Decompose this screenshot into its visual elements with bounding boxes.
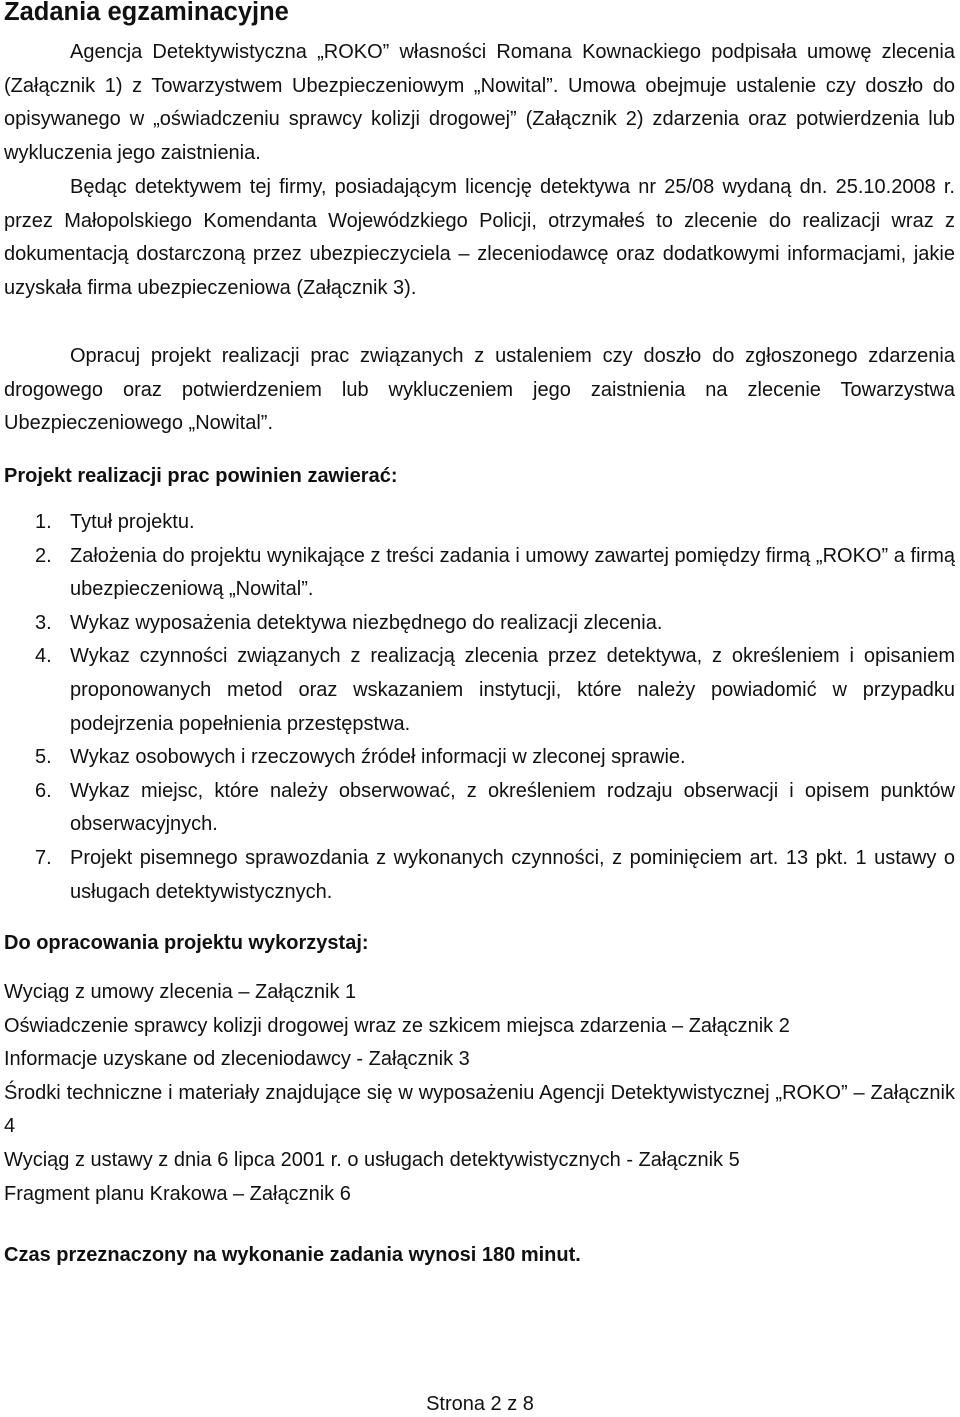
page-title: Zadania egzaminacyjne [4, 0, 289, 26]
list-item-text: Wykaz miejsc, które należy obserwować, z określeniem rodzaju obserwacji i opisem punktów obserwacyjnych. [70, 779, 955, 836]
paragraph-contract: Agencja Detektywistyczna „ROKO” własności Romana Kownackiego podpisała umowę zlecenia (Załącznik 1) z Towarzystwem Ubezpieczeniowym „Nowital”. Umowa obejmuje ustalenie czy doszło do opisywanego w „oświadczeniu sprawcy kolizji drogowej” (Załącznik 2) zdarzenia oraz potwierdzenia lub wykluczenia jego zaistnienia. [4, 41, 955, 164]
list-item-text: Założenia do projektu wynikające z treści zadania i umowy zawartej pomiędzy firmą „ROKO” a firmą ubezpieczeniową „Nowital”. [70, 544, 955, 601]
materials-item: Informacje uzyskane od zleceniodawcy - Załącznik 3 [4, 1048, 470, 1071]
list-item-text: Projekt pisemnego sprawozdania z wykonanych czynności, z pominięciem art. 13 pkt. 1 ustawy o usługach detektywistycznych. [70, 846, 955, 903]
materials-heading: Do opracowania projektu wykorzystaj: [4, 932, 369, 954]
materials-item: Wyciąg z ustawy z dnia 6 lipca 2001 r. o usługach detektywistycznych - Załącznik 5 [4, 1148, 740, 1171]
list-item [4, 741, 955, 775]
materials-item: Środki techniczne i materiały znajdujące się w wyposażeniu Agencji Detektywistycznej „ROKO” – Załącznik 4 [4, 1081, 955, 1138]
list-item-number: 3. [35, 611, 52, 634]
project-heading: Projekt realizacji prac powinien zawierać: [4, 465, 398, 487]
list-item-text: Wykaz czynności związanych z realizacją zlecenia przez detektywa, z określeniem i opisaniem proponowanych metod oraz wskazaniem instytucji, które należy powiadomić w przypadku podejrzenia popełnienia przestępstwa. [70, 645, 955, 735]
paragraph-task: Opracuj projekt realizacji prac związanych z ustaleniem czy doszło do zgłoszonego zdarzenia drogowego oraz potwierdzeniem lub wykluczeniem jego zaistnienia na zlecenie Towarzystwa Ubezpieczeniowego „Nowital”. [4, 345, 955, 435]
time-note: Czas przeznaczony na wykonanie zadania wynosi 180 minut. [4, 1244, 581, 1266]
list-item [4, 540, 955, 607]
list-item-number: 5. [35, 746, 52, 769]
list-item [4, 607, 955, 641]
list-item [4, 640, 955, 741]
materials-item: Oświadczenie sprawcy kolizji drogowej wraz ze szkicem miejsca zdarzenia – Załącznik 2 [4, 1014, 790, 1037]
list-item-number: 7. [35, 846, 52, 869]
list-item-text: Tytuł projektu. [70, 511, 195, 533]
paragraph-detective: Będąc detektywem tej firmy, posiadającym licencję detektywa nr 25/08 wydaną dn. 25.10.2008 r. przez Małopolskiego Komendanta Wojewódzkiego Policji, otrzymałeś to zlecenie do realizacji wraz z dokumentacją dostarczoną przez ubezpieczyciela – zleceniodawcę oraz dodatkowymi informacjami, jakie uzyskała firma ubezpieczeniowa (Załącznik 3). [4, 176, 955, 299]
list-item-number: 2. [35, 544, 52, 567]
list-item [4, 506, 955, 540]
list-item-number: 6. [35, 779, 52, 802]
project-items-list [4, 506, 955, 909]
list-item [4, 775, 955, 842]
list-item-number: 4. [35, 645, 52, 668]
list-item-text: Wykaz osobowych i rzeczowych źródeł informacji w zleconej sprawie. [70, 746, 686, 769]
materials-item: Fragment planu Krakowa – Załącznik 6 [4, 1182, 351, 1205]
page-number-footer: Strona 2 z 8 [426, 1393, 534, 1415]
materials-item: Wyciąg z umowy zlecenia – Załącznik 1 [4, 981, 357, 1003]
materials-list [4, 976, 955, 1211]
list-item-text: Wykaz wyposażenia detektywa niezbędnego do realizacji zlecenia. [70, 611, 663, 634]
list-item [4, 842, 955, 909]
list-item-number: 1. [35, 511, 52, 533]
